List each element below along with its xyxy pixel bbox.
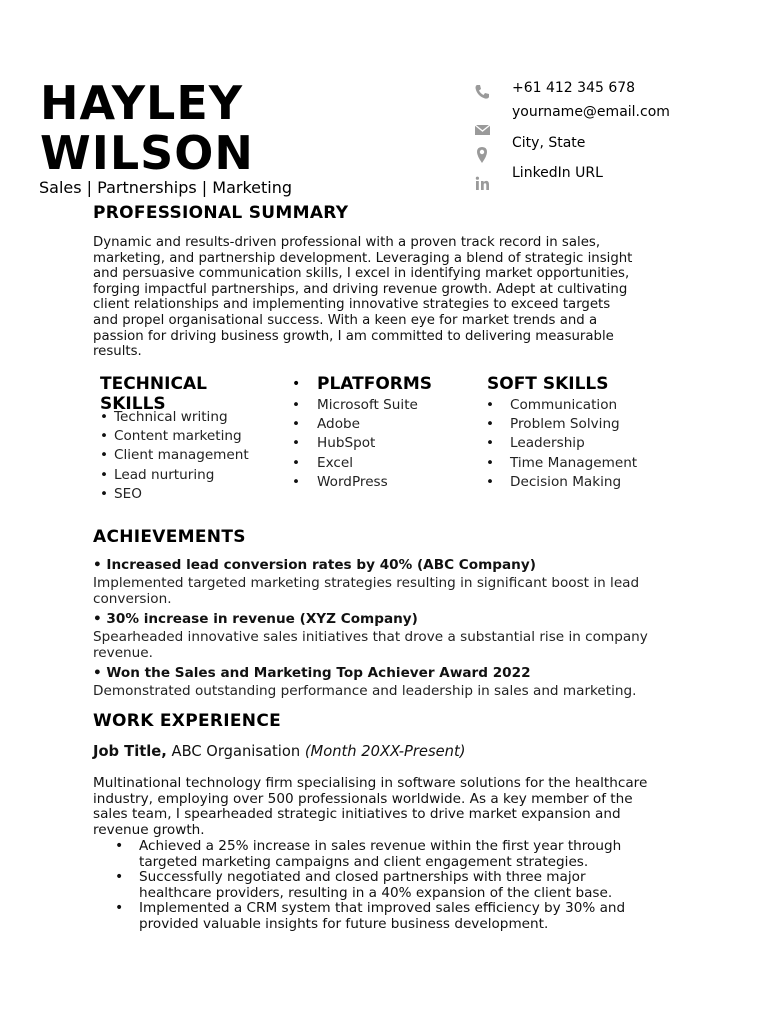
platforms-heading-text: PLATFORMS <box>317 374 433 394</box>
location-text: City, State <box>512 135 586 151</box>
job-organisation: ABC Organisation <box>171 743 301 760</box>
achievements-heading: ACHIEVEMENTS <box>93 527 246 547</box>
list-item: • SEO <box>100 485 280 504</box>
achievement-item <box>93 611 693 661</box>
job-bullet-line: provided valuable insights for future business development. <box>139 915 549 932</box>
platforms-list <box>292 396 472 492</box>
summary-line: client relationships and implementing innovative strategies to exceed targets <box>93 297 611 313</box>
achievement-item <box>93 557 693 607</box>
list-item: • Leadership <box>486 434 686 453</box>
work-experience-heading: WORK EXPERIENCE <box>93 711 282 731</box>
achievement-title <box>93 611 693 627</box>
achievement-desc <box>93 684 713 700</box>
list-item <box>93 901 713 932</box>
job-bullet-line: • Achieved a 25% increase in sales revenue within the first year through <box>139 838 622 854</box>
contact-email <box>472 104 742 126</box>
job-intro <box>93 776 693 838</box>
summary-line: Dynamic and results-driven professional with a proven track record in sales, <box>93 235 601 250</box>
job-intro-line: industry, employing over 500 professionals worldwide. As a key member of the <box>93 790 633 807</box>
soft-skills-column <box>486 374 686 492</box>
contact-location <box>472 135 742 157</box>
list-item: • HubSpot <box>292 434 472 453</box>
contact-linkedin <box>472 165 742 187</box>
list-item <box>93 839 713 870</box>
achievement-desc-line: Spearheaded innovative sales initiatives that drove a substantial rise in company <box>93 629 648 645</box>
job-intro-line: sales team, I spearheaded strategic initiatives to drive market expansion and <box>93 806 621 823</box>
list-item: • Excel <box>292 454 472 473</box>
summary-line: results. <box>93 344 142 360</box>
summary-line: and persuasive communication skills, I excel in identifying market opportunities, <box>93 266 630 282</box>
list-item: • Content marketing <box>100 427 280 446</box>
job-title: Job Title, <box>93 743 167 760</box>
job-bullet-line: • Successfully negotiated and closed partnerships with three major <box>139 869 586 886</box>
list-item: • Communication <box>486 396 686 415</box>
bullet: • <box>93 611 107 627</box>
linkedin-icon <box>472 174 492 194</box>
email-text[interactable]: yourname@email.com <box>512 104 670 120</box>
achievement-title-text: 30% increase in revenue (XYZ Company) <box>106 611 418 627</box>
achievement-title-text: Increased lead conversion rates by 40% (ABC Company) <box>106 557 536 573</box>
summary-line: passion for driving business growth, I am committed to delivering measurable <box>93 328 614 344</box>
phone-icon <box>472 82 492 102</box>
achievement-desc-line: revenue. <box>93 644 153 661</box>
phone-text[interactable]: +61 412 345 678 <box>512 80 636 96</box>
list-item: • Microsoft Suite <box>292 396 472 415</box>
technical-skills-heading-line: SKILLS <box>100 394 166 414</box>
job-bullet-line: • Implemented a CRM system that improved sales efficiency by 30% and <box>139 900 626 917</box>
list-item: • Client management <box>100 446 280 465</box>
job-period: (Month 20XX-Present) <box>304 743 466 760</box>
job-bullet-line: targeted marketing campaigns and client engagement strategies. <box>139 853 589 870</box>
technical-skills-column <box>100 374 280 504</box>
list-item: • Lead nurturing <box>100 466 280 485</box>
achievement-desc <box>93 576 693 607</box>
summary-line: forging impactful partnerships, and driving revenue growth. Adept at cultivating <box>93 281 628 297</box>
candidate-name <box>40 78 254 178</box>
summary-heading: PROFESSIONAL SUMMARY <box>93 203 349 223</box>
achievement-desc <box>93 630 693 661</box>
achievement-desc-line: conversion. <box>93 590 172 607</box>
name-last: WILSON <box>40 126 254 180</box>
list-item: • Decision Making <box>486 473 686 492</box>
list-item: • Problem Solving <box>486 415 686 434</box>
technical-skills-list <box>100 408 280 504</box>
summary-line: and propel organisational success. With a keen eye for market trends and a <box>93 312 598 328</box>
achievement-title <box>93 557 693 573</box>
list-item: • Technical writing <box>100 408 280 427</box>
tagline: Sales | Partnerships | Marketing <box>39 178 293 197</box>
technical-skills-heading-line: TECHNICAL <box>100 374 207 394</box>
list-item <box>93 870 713 901</box>
achievement-item <box>93 665 713 700</box>
job-header <box>93 743 465 760</box>
list-item: • WordPress <box>292 473 472 492</box>
soft-skills-heading: SOFT SKILLS <box>487 374 609 394</box>
job-intro-line: Multinational technology firm specialising in software solutions for the healthcare <box>93 775 648 791</box>
summary-text <box>93 235 693 360</box>
platforms-column <box>292 374 472 492</box>
summary-line: marketing, and partnership development. Leveraging a blend of strategic insight <box>93 250 633 266</box>
list-item: • Adobe <box>292 415 472 434</box>
bullet: • <box>93 665 107 681</box>
soft-skills-list <box>486 396 686 492</box>
platforms-heading-bullet: • <box>292 376 301 392</box>
location-icon <box>472 145 492 165</box>
platforms-heading <box>292 374 472 394</box>
achievement-title <box>93 665 713 681</box>
job-bullet-line: healthcare providers, resulting in a 40% expansion of the client base. <box>139 884 613 901</box>
linkedin-text[interactable]: LinkedIn URL <box>512 165 603 181</box>
achievement-title-text: Won the Sales and Marketing Top Achiever Award 2022 <box>106 665 531 681</box>
achievement-desc-line: Implemented targeted marketing strategies resulting in significant boost in lead <box>93 575 640 591</box>
bullet: • <box>93 557 107 573</box>
contact-phone <box>472 80 742 102</box>
name-first: HAYLEY <box>40 76 244 130</box>
list-item: • Time Management <box>486 454 686 473</box>
achievement-desc-line: Demonstrated outstanding performance and leadership in sales and marketing. <box>93 683 637 699</box>
job-intro-line: revenue growth. <box>93 821 205 838</box>
job-bullets <box>93 839 713 933</box>
